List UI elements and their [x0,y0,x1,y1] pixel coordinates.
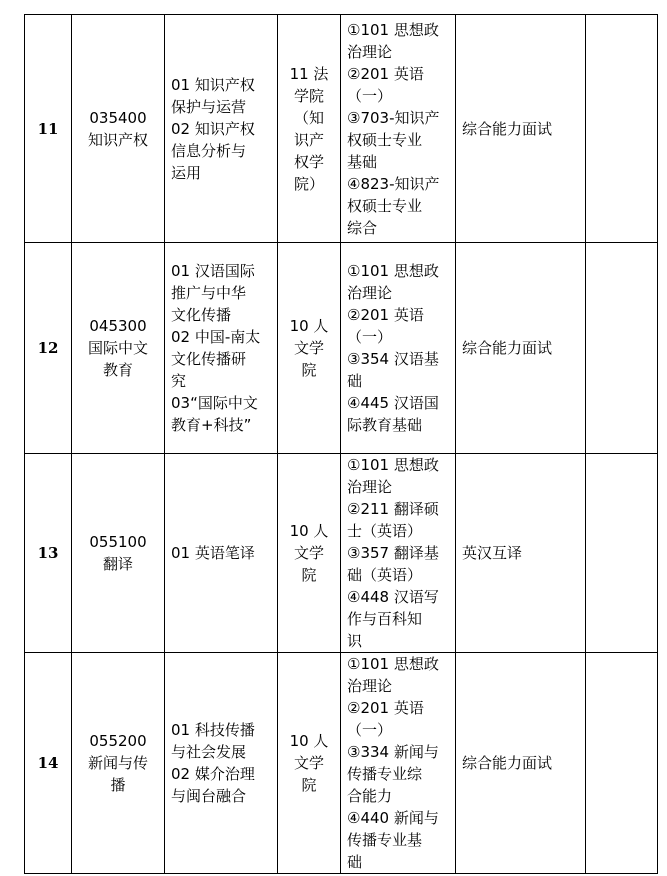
direction-line: 运用 [171,163,202,182]
school-cell [278,243,341,454]
exam-line: ③354 汉语基 [347,350,439,368]
remark-cell [586,653,658,874]
exam-line: （一） [347,86,393,105]
exam-line: （一） [347,721,393,739]
major-line: 新闻与传 [87,754,148,772]
direction-line: 01 知识产权 [171,75,255,94]
direction-line: 与闽台融合 [171,787,247,805]
major-line: 055200 [89,732,147,750]
exam-line: ②211 翻译硕 [347,500,439,518]
row-number-cell: 12 [25,243,72,454]
major-cell [72,454,165,653]
retest-cell: 综合能力面试 [456,243,586,454]
school-line: 文学 [293,754,324,772]
direction-line: 推广与中华 [171,284,247,302]
exam-line: 传播专业综 [347,765,423,783]
school-line: 识产 [293,130,324,149]
school-line: 10 人 [289,522,329,540]
exam-line: 础 [347,372,363,390]
direction-line: 03“国际中文 [171,394,258,412]
direction-line: 文化传播 [171,306,232,324]
school-line: 院 [301,361,317,379]
table-row [25,653,658,874]
research-direction-cell [165,653,278,874]
direction-line: 教育+科技” [171,416,252,434]
exam-line: ②201 英语 [347,64,424,83]
exam-line: 治理论 [347,478,393,496]
direction-line: 02 知识产权 [171,119,255,138]
major-line: 知识产权 [87,130,148,149]
major-cell [72,653,165,874]
exam-line: 权硕士专业 [347,196,423,215]
row-number-cell: 11 [25,15,72,243]
school-line: 10 人 [289,732,329,750]
school-line: 10 人 [289,317,329,335]
exam-line: 础 [347,853,363,871]
direction-line: 01 英语笔译 [171,544,255,562]
exam-subjects-cell [341,454,456,653]
table-row [25,15,658,243]
direction-line: 保护与运营 [171,97,247,116]
exam-subjects-cell [341,243,456,454]
school-line: 文学 [293,339,324,357]
exam-line: ①101 思想政 [347,20,439,39]
direction-line: 与社会发展 [171,743,247,761]
exam-line: ②201 英语 [347,699,424,717]
exam-line: ③334 新闻与 [347,743,439,761]
school-line: 院 [301,566,317,584]
exam-line: ②201 英语 [347,306,424,324]
direction-line: 02 中国-南太 [171,328,261,346]
retest-cell: 综合能力面试 [456,653,586,874]
school-cell [278,454,341,653]
table-row [25,243,658,454]
research-direction-cell [165,454,278,653]
remark-cell [586,454,658,653]
major-line: 国际中文 [87,339,148,357]
major-cell [72,243,165,454]
row-number-cell: 13 [25,454,72,653]
exam-line: ④440 新闻与 [347,809,439,827]
exam-line: ③357 翻译基 [347,544,439,562]
exam-line: 基础 [347,152,378,171]
direction-line: 01 汉语国际 [171,262,255,280]
exam-line: 际教育基础 [347,416,423,434]
research-direction-cell [165,243,278,454]
retest-cell: 英汉互译 [456,454,586,653]
school-cell [278,653,341,874]
exam-line: 权硕士专业 [347,130,423,149]
school-line: 学院 [293,86,324,105]
exam-subjects-cell [341,653,456,874]
school-line: 权学 [293,152,324,171]
row-number-cell: 14 [25,653,72,874]
exam-line: ①101 思想政 [347,262,439,280]
major-line: 翻译 [102,555,133,573]
major-line: 045300 [89,317,147,335]
table-body [25,15,658,874]
exam-line: 合能力 [347,787,393,805]
exam-line: ①101 思想政 [347,655,439,673]
school-cell [278,15,341,243]
remark-cell [586,15,658,243]
exam-line: 治理论 [347,42,393,61]
exam-line: ①101 思想政 [347,456,439,474]
table-row [25,454,658,653]
exam-line: 综合 [347,218,378,237]
direction-line: 信息分析与 [171,141,247,160]
school-line: 院） [293,174,324,193]
admissions-table [24,14,658,874]
research-direction-cell [165,15,278,243]
retest-cell: 综合能力面试 [456,15,586,243]
exam-line: 士（英语） [347,522,423,540]
exam-line: 治理论 [347,677,393,695]
exam-line: 识 [347,632,363,650]
major-cell [72,15,165,243]
major-line: 055100 [89,533,147,551]
exam-line: （一） [347,328,393,346]
direction-line: 究 [171,372,187,390]
major-line: 教育 [102,361,133,379]
major-line: 035400 [89,108,147,127]
exam-line: ④823-知识产 [347,174,440,193]
direction-line: 文化传播研 [171,350,247,368]
exam-line: ④448 汉语写 [347,588,439,606]
school-line: 文学 [293,544,324,562]
exam-subjects-cell [341,15,456,243]
exam-line: 治理论 [347,284,393,302]
exam-line: 础（英语） [347,566,423,584]
exam-line: 传播专业基 [347,831,423,849]
exam-line: ④445 汉语国 [347,394,439,412]
school-line: 11 法 [289,64,329,83]
direction-line: 02 媒介治理 [171,765,255,783]
remark-cell [586,243,658,454]
direction-line: 01 科技传播 [171,721,255,739]
school-line: （知 [293,108,324,127]
exam-line: 作与百科知 [347,610,423,628]
exam-line: ③703-知识产 [347,108,440,127]
major-line: 播 [110,776,126,794]
school-line: 院 [301,776,317,794]
